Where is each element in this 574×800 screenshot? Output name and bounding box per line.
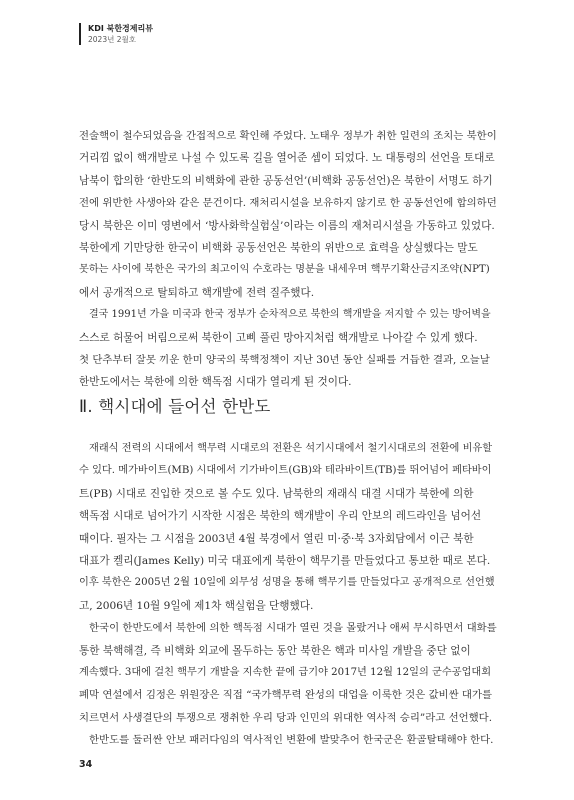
text-line: 전술핵이 철수되었음을 간접적으로 확인해 주었다. 노태우 정부가 취한 일련의 조치는 북한이 (79, 130, 497, 142)
text-line: 첫 단추부터 잘못 끼운 한미 양국의 북핵정책이 지난 30년 동안 실패를 거듭한 결과, 오늘날 (79, 354, 490, 367)
issue-label: 2023년 2월호 (88, 35, 136, 44)
text-line: 북한에게 기만당한 한국이 비핵화 공동선언은 북한의 위반으로 효력을 상실했다는 말도 (79, 242, 478, 255)
text-line: 치르면서 사생결단의 투쟁으로 쟁취한 우리 당과 인민의 위대한 역사적 승리”라고 선언했다. (79, 711, 493, 724)
section-heading: Ⅱ. 핵시대에 들어선 한반도 (79, 397, 271, 416)
text-line: 거리낌 없이 핵개발로 나설 수 있도록 길을 열어준 셈이 되었다. 노 대통령의 선언을 토대로 (79, 152, 495, 165)
body-block-2 (79, 438, 497, 752)
paragraph (79, 304, 497, 394)
text-line: 핵독점 시대로 넘어가기 시작한 시점은 북한의 핵개발이 우리 안보의 레드라인을 넘어선 (79, 510, 482, 523)
text-line: 트(PB) 시대로 진입한 것으로 볼 수도 있다. 남북한의 재래식 대결 시대가 북한에 의한 (79, 487, 474, 500)
text-line: 통한 북핵해결, 즉 비핵화 외교에 몰두하는 동안 북한은 핵과 미사일 개발을 중단 없이 (79, 644, 471, 657)
page-number: 34 (79, 759, 93, 770)
paragraph (79, 438, 497, 617)
paragraph (79, 729, 497, 751)
text-line: 수 있다. 메가바이트(MB) 시대에서 기가바이트(GB)와 테라바이트(TB)를 뛰어넘어 페타바이 (79, 465, 492, 477)
text-line: 남북이 합의한 ‘한반도의 비핵화에 관한 공동선언’(비핵화 공동선언)은 북한이 서명도 하기 (79, 174, 493, 187)
running-header (79, 23, 153, 45)
text-line: 이후 북한은 2005년 2월 10일에 외무성 성명을 통해 핵무기를 만들었다고 공개적으로 선언했 (79, 577, 495, 589)
text-line: 대표가 켈리(James Kelly) 미국 대표에게 북한이 핵무기를 만들었다고 통보한 때로 본다. (79, 555, 491, 568)
text-line: 폐막 연설에서 김정은 위원장은 직접 “국가핵무력 완성의 대업을 이룩한 것은 값비싼 대가를 (79, 689, 493, 702)
text-line: 때이다. 필자는 그 시점을 2003년 4월 북경에서 열린 미·중·북 3자회담에서 이근 북한 (79, 532, 474, 545)
text-line: 한반도를 둘러싼 안보 패러다임의 역사적인 변환에 발맞추어 한국군은 환골탈태해야 한다. (89, 734, 494, 747)
text-line: 결국 1991년 가을 미국과 한국 정부가 순차적으로 북한의 핵개발을 저지할 수 있는 방어벽을 (89, 309, 491, 321)
text-line: 한반도에서는 북한에 의한 핵독점 시대가 열리게 된 것이다. (79, 376, 352, 389)
paragraph (79, 617, 497, 729)
text-line: 재래식 전력의 시대에서 핵무력 시대로의 전환은 석기시대에서 철기시대로의 전환에 비유할 (89, 443, 493, 454)
text-line: 못하는 사이에 북한은 국가의 최고이익 수호라는 명분을 내세우며 핵무기확산금지조약(NPT) (79, 264, 490, 276)
text-line: 전에 위반한 사생아와 같은 문건이다. 재처리시설을 보유하지 않기로 한 공동선언에 합의하던 (79, 197, 497, 210)
text-line: 스스로 허물어 버림으로써 북한이 고삐 풀린 망아지처럼 핵개발로 나아갈 수 있게 했다. (79, 331, 478, 344)
text-line: 계속했다. 3대에 걸친 핵무기 개발을 지속한 끝에 급기야 2017년 12월 12일의 군수공업대회 (79, 667, 492, 679)
text-line: 당시 북한은 이미 영변에서 ‘방사화학실험실’이라는 이름의 재처리시설을 가동하고 있었다. (79, 219, 495, 232)
body-block-1 (79, 125, 497, 394)
text-line: 고, 2006년 10월 9일에 제1차 핵실험을 단행했다. (79, 599, 314, 612)
text-line: 한국이 한반도에서 북한에 의한 핵독점 시대가 열린 것을 몰랐거나 애써 무시하면서 대화를 (89, 622, 497, 635)
publication-title: KDI 북한경제리뷰 (88, 24, 153, 33)
paragraph (79, 125, 497, 304)
text-line: 에서 공개적으로 탈퇴하고 핵개발에 전력 질주했다. (79, 286, 315, 299)
